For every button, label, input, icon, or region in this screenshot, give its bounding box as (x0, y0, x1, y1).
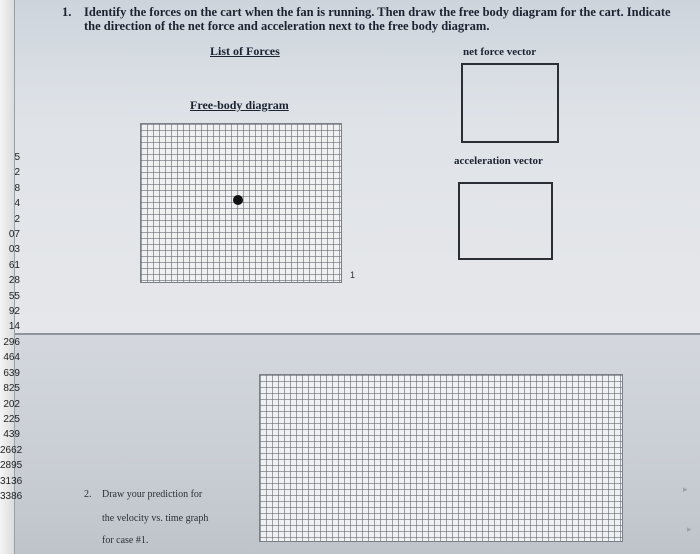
margin-number: 825 (3, 383, 20, 395)
margin-number: 2 (14, 167, 20, 179)
net-force-vector-box[interactable] (461, 63, 559, 143)
cart-point-dot (233, 195, 243, 205)
acceleration-vector-label: acceleration vector (454, 155, 543, 167)
margin-number: 07 (8, 229, 20, 241)
margin-number: 2662 (0, 444, 23, 456)
question-2-line-2: the velocity vs. time graph (102, 513, 209, 524)
margin-number: 464 (3, 352, 20, 364)
question-2-line-1: Draw your prediction for (102, 489, 203, 500)
right-chevron-icon: ▸ (683, 484, 688, 494)
margin-number: 2895 (0, 460, 23, 472)
margin-number: 639 (3, 367, 20, 379)
margin-number: 03 (8, 244, 20, 256)
margin-number: 55 (8, 290, 20, 302)
list-of-forces-label: List of Forces (210, 44, 280, 58)
margin-number: 5 (14, 152, 20, 163)
margin-number: 3386 (0, 490, 23, 502)
right-chevron-icon: ▸ (687, 524, 692, 534)
margin-number: 92 (8, 306, 20, 318)
margin-number: 4 (14, 198, 20, 210)
question-1-number: 1. (62, 5, 72, 19)
margin-number: 439 (3, 429, 20, 441)
question-1-text: Identify the forces on the cart when the fan is running. Then draw the free body diagram for the cart. Indicate the direction of the net force and acceleration next to the free body diagram. (84, 5, 671, 33)
question-2-number: 2. (84, 489, 92, 500)
margin-number: 2 (14, 213, 20, 225)
margin-number: 225 (3, 413, 20, 425)
net-force-vector-label: net force vector (463, 46, 537, 58)
margin-number: 202 (3, 398, 20, 410)
page-fold-line (0, 333, 700, 335)
margin-number: 3136 (0, 475, 23, 487)
margin-numbers (0, 150, 23, 504)
free-body-diagram-label: Free-body diagram (190, 98, 289, 112)
margin-number: 28 (8, 275, 20, 287)
margin-number: 61 (8, 259, 20, 271)
margin-number: 296 (3, 336, 20, 348)
margin-number: 8 (14, 182, 20, 194)
margin-number: 14 (8, 321, 20, 333)
velocity-time-grid[interactable] (259, 374, 623, 542)
stray-mark: 1 (350, 270, 356, 280)
question-2-line-3: for case #1. (102, 535, 149, 546)
acceleration-vector-box[interactable] (458, 182, 553, 260)
